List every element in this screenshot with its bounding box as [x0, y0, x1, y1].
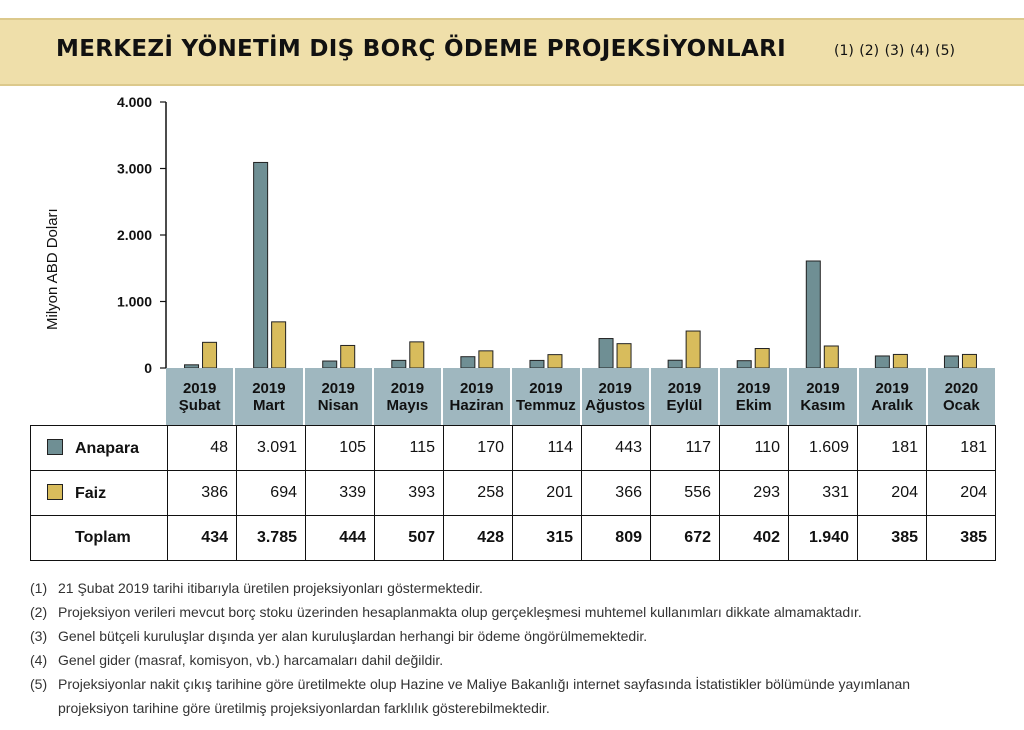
bar-anapara	[875, 356, 889, 368]
table-row-anapara	[31, 426, 996, 471]
table-cell: 3.091	[237, 426, 306, 471]
bar-anapara	[254, 162, 268, 368]
category-year: 2019	[321, 379, 355, 397]
table-cell: 115	[375, 426, 444, 471]
category-month: Temmuz	[516, 396, 576, 414]
bar-faiz	[479, 351, 493, 368]
category-month: Nisan	[317, 396, 359, 414]
footnote	[30, 696, 1024, 720]
row-header-anapara	[31, 426, 168, 471]
table-cell: 201	[513, 471, 582, 516]
table-cell: 204	[927, 471, 996, 516]
bar-faiz	[962, 354, 976, 368]
bar-anapara	[806, 261, 820, 368]
footnote	[30, 648, 1024, 672]
table-cell: 386	[168, 471, 237, 516]
category-month: Ocak	[943, 396, 980, 414]
row-label: Faiz	[75, 484, 107, 502]
table-cell: 402	[720, 516, 789, 561]
bar-anapara	[323, 361, 337, 368]
bar-anapara	[461, 357, 475, 368]
table-cell: 366	[582, 471, 651, 516]
page-title: MERKEZİ YÖNETİM DIŞ BORÇ ÖDEME PROJEKSİYONLARI	[56, 36, 786, 62]
bar-faiz	[410, 342, 424, 368]
table-cell: 443	[582, 426, 651, 471]
table-cell: 293	[720, 471, 789, 516]
category-year: 2019	[182, 379, 217, 397]
table-cell: 110	[720, 426, 789, 471]
category-month: Eylül	[666, 396, 703, 414]
bar-anapara	[737, 361, 751, 368]
bar-faiz	[203, 342, 217, 368]
x-category-label	[582, 368, 651, 425]
table-cell: 809	[582, 516, 651, 561]
table-cell: 393	[375, 471, 444, 516]
category-year: 2020	[944, 379, 979, 397]
footnote-number: (3)	[30, 628, 48, 644]
x-category-label	[651, 368, 720, 425]
x-category-label	[443, 368, 512, 425]
bar-anapara	[668, 360, 682, 368]
table-cell: 507	[375, 516, 444, 561]
category-month: Haziran	[449, 396, 504, 414]
bar-faiz	[893, 354, 907, 368]
x-category-label	[166, 368, 235, 425]
table-cell: 331	[789, 471, 858, 516]
row-header-toplam: Toplam	[31, 516, 168, 561]
table-cell: 672	[651, 516, 720, 561]
table-cell: 1.609	[789, 426, 858, 471]
table-cell: 385	[927, 516, 996, 561]
y-tick-label: 3.000	[116, 160, 152, 177]
category-month: Ağustos	[585, 396, 646, 414]
x-category-label	[928, 368, 995, 425]
category-month: Şubat	[178, 396, 221, 414]
faiz-legend-swatch	[47, 484, 63, 500]
footnote	[30, 600, 1024, 624]
y-axis-label: Milyon ABD Doları	[44, 208, 61, 330]
table-cell: 428	[444, 516, 513, 561]
category-year: 2019	[667, 379, 702, 397]
x-category-label	[235, 368, 304, 425]
row-label: Anapara	[75, 439, 140, 457]
bar-faiz	[824, 346, 838, 368]
bar-faiz	[272, 322, 286, 368]
category-year: 2019	[252, 379, 286, 397]
table-cell: 444	[306, 516, 375, 561]
x-category-label	[859, 368, 928, 425]
table-cell: 3.785	[237, 516, 306, 561]
x-category-label	[512, 368, 581, 425]
bar-anapara	[599, 339, 613, 368]
x-category-label	[789, 368, 858, 425]
footnote-text: 21 Şubat 2019 tarihi itibarıyla üretilen projeksiyonları göstermektedir.	[58, 580, 483, 596]
category-year: 2019	[736, 379, 771, 397]
title-footnote-refs: (1) (2) (3) (4) (5)	[834, 43, 955, 59]
bar-faiz	[341, 345, 355, 368]
category-month: Kasım	[800, 396, 846, 414]
table-row-toplam	[31, 516, 996, 561]
y-tick-label: 4.000	[116, 94, 152, 110]
footnote-text: Projeksiyon verileri mevcut borç stoku üzerinden hesaplanmakta olup gerçekleşmesi muhtemel kullanımları dikkate almamaktadır.	[58, 604, 862, 620]
bar-anapara	[392, 360, 406, 368]
footnote-text: Genel bütçeli kuruluşlar dışında yer alan kuruluşlardan herhangi bir ödeme öngörülmemektedir.	[58, 628, 648, 644]
table-cell: 1.940	[789, 516, 858, 561]
table-cell: 258	[444, 471, 513, 516]
footnote-number: (2)	[30, 604, 48, 620]
table-cell: 556	[651, 471, 720, 516]
data-table	[30, 425, 996, 561]
footnote-text: Genel gider (masraf, komisyon, vb.) harcamaları dahil değildir.	[58, 652, 444, 668]
bar-faiz	[755, 349, 769, 368]
table-cell: 339	[306, 471, 375, 516]
bar-anapara	[530, 360, 544, 368]
footnote-text: Projeksiyonlar nakit çıkış tarihine göre üretilmekte olup Hazine ve Maliye Bakanlığı internet sayfasında İstatistikler bölümünde yayımlanan	[58, 676, 911, 692]
category-month: Mayıs	[386, 396, 429, 414]
bar-faiz	[686, 331, 700, 368]
table-cell: 694	[237, 471, 306, 516]
table-cell: 181	[858, 426, 927, 471]
table-cell: 114	[513, 426, 582, 471]
y-tick-label: 2.000	[116, 227, 152, 243]
anapara-legend-swatch	[47, 439, 63, 455]
bar-faiz	[548, 355, 562, 368]
table-cell: 105	[306, 426, 375, 471]
y-tick-label: 1.000	[116, 293, 152, 310]
footnote	[30, 576, 1024, 600]
bar-faiz	[617, 344, 631, 368]
table-cell: 434	[168, 516, 237, 561]
category-year: 2019	[459, 379, 494, 397]
table-cell: 204	[858, 471, 927, 516]
footnote-number: (5)	[30, 676, 48, 692]
table-cell: 48	[168, 426, 237, 471]
table-cell: 170	[444, 426, 513, 471]
table-cell: 385	[858, 516, 927, 561]
y-tick-label: 0	[144, 360, 152, 376]
category-month: Mart	[253, 396, 285, 414]
category-header-row	[166, 368, 995, 425]
table-row-faiz	[31, 471, 996, 516]
table-cell: 315	[513, 516, 582, 561]
table-cell: 117	[651, 426, 720, 471]
footnote-text: projeksiyon tarihine göre üretilmiş projeksiyonlardan farklılık gösterebilmektedir.	[58, 700, 550, 716]
category-year: 2019	[875, 379, 909, 397]
category-month: Aralık	[871, 396, 913, 414]
table-cell: 181	[927, 426, 996, 471]
x-category-label	[305, 368, 374, 425]
x-category-label	[374, 368, 443, 425]
category-year: 2019	[806, 379, 840, 397]
footnote	[30, 624, 1024, 648]
category-month: Ekim	[735, 396, 772, 414]
category-year: 2019	[390, 379, 425, 397]
footnote	[30, 672, 1024, 696]
category-year: 2019	[529, 379, 563, 397]
footnote-number: (4)	[30, 652, 48, 668]
footnotes	[30, 576, 1024, 720]
category-year: 2019	[598, 379, 632, 397]
bar-anapara	[944, 356, 958, 368]
footnote-number: (1)	[30, 580, 48, 596]
row-header-faiz	[31, 471, 168, 516]
x-category-label	[720, 368, 789, 425]
